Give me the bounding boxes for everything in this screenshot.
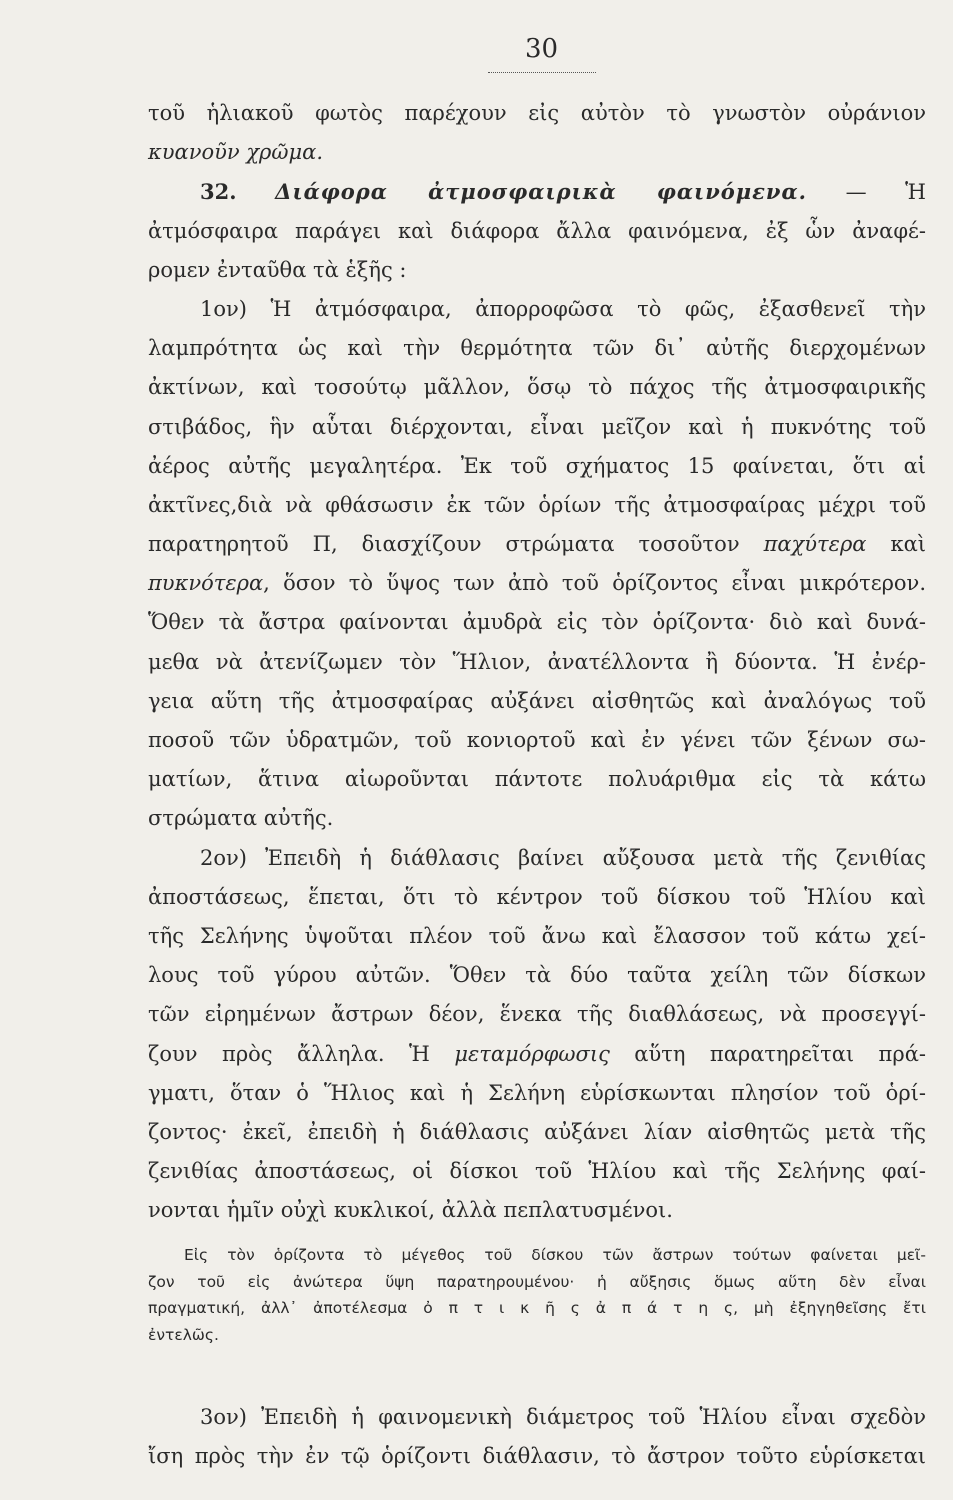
- italic-word: πυκνότερα: [148, 571, 264, 596]
- text-line: γματι, ὅταν ὁ Ἥλιος καὶ ἡ Σελήνη εὑρίσκωνται πλησίον τοῦ ὁρί-: [148, 1080, 926, 1105]
- text-line: ζενιθίας ἀποστάσεως, οἱ δίσκοι τοῦ Ἡλίου καὶ τῆς Σελήνης φαί-: [148, 1159, 926, 1184]
- text-line: τῆς Σελήνης ὑψοῦται πλέον τοῦ ἄνω καὶ ἔλασσον τοῦ κάτω χεί-: [148, 923, 926, 948]
- text-line: ματίων, ἅτινα αἰωροῦνται πάντοτε πολυάριθμα εἰς τὰ κάτω: [148, 767, 926, 792]
- text-segment: καὶ: [866, 532, 926, 557]
- text-line: ἀκτίνων, καὶ τοσούτῳ μᾶλλον, ὅσῳ τὸ πάχος τῆς ἀτμοσφαιρικῆς: [148, 375, 926, 400]
- section-heading-rest: — Ἡ: [806, 180, 927, 205]
- text-line: ρομεν ἐνταῦθα τὰ ἑξῆς :: [148, 257, 407, 282]
- text-line: λους τοῦ γύρου αὐτῶν. Ὅθεν τὰ δύο ταῦτα χείλη τῶν δίσκων: [148, 963, 926, 988]
- text-line: τῶν εἰρημένων ἄστρων δέον, ἕνεκα τῆς διαθλάσεως, νὰ προσεγγί-: [148, 1002, 926, 1027]
- footnote-line: ἐντελῶς.: [148, 1325, 219, 1344]
- text-segment: αὕτη παρατηρεῖται πρά-: [609, 1041, 926, 1066]
- text-line: στρώματα αὐτῆς.: [148, 806, 334, 831]
- text-line: λαμπρότητα ὡς καὶ τὴν θερμότητα τῶν δι᾿ αὐτῆς διερχομένων: [148, 336, 926, 361]
- main-text-continued: [148, 1398, 926, 1476]
- text-line: ἀποστάσεως, ἕπεται, ὅτι τὸ κέντρον τοῦ δίσκου τοῦ Ἡλίου καὶ: [148, 884, 926, 909]
- footnote-line: πραγματική, ἀλλ᾿ ἀποτέλεσμα ὀ π τ ι κ ῆ ς ἀ π ά τ η ς, μὴ ἐξηγηθεῖσης ἔτι: [148, 1299, 926, 1318]
- text-line: ἀκτῖνες,διὰ νὰ φθάσωσιν ἐκ τῶν ὁρίων τῆς ἀτμοσφαίρας μέχρι τοῦ: [148, 492, 926, 517]
- italic-word: μεταμόρφωσις: [454, 1041, 610, 1066]
- text-line: τοῦ ἡλιακοῦ φωτὸς παρέχουν εἰς αὐτὸν τὸ γνωστὸν οὐράνιον: [148, 101, 926, 125]
- section-title: Διάφορα ἀτμοσφαιρικὰ φαινόμενα.: [275, 179, 807, 205]
- text-line: 2ον) Ἐπειδὴ ἡ διάθλασις βαίνει αὔξουσα μετὰ τῆς ζενιθίας: [200, 845, 926, 870]
- footnote: [148, 1242, 926, 1348]
- section-heading: [148, 172, 926, 211]
- text-line: στιβάδος, ἣν αὗται διέρχονται, εἶναι μεῖζον καὶ ἡ πυκνότης τοῦ: [148, 414, 926, 439]
- italic-word: παχύτερα: [763, 532, 867, 557]
- text-segment: ζουν πρὸς ἄλληλα. Ἡ: [148, 1041, 455, 1066]
- section-number: 32.: [200, 179, 237, 205]
- footnote-line: Εἰς τὸν ὁρίζοντα τὸ μέγεθος τοῦ δίσκου τῶν ἄστρων τούτων φαίνεται μεῖ-: [184, 1246, 926, 1264]
- text-line: μεθα νὰ ἀτενίζωμεν τὸν Ἥλιον, ἀνατέλλοντα ἢ δύοντα. Ἡ ἐνέρ-: [148, 649, 926, 674]
- text-segment: παρατηρητοῦ Π, διασχίζουν στρώματα τοσοῦτον: [148, 532, 764, 557]
- text-line: 3ον) Ἐπειδὴ ἡ φαινομενικὴ διάμετρος τοῦ Ἡλίου εἶναι σχεδὸν: [200, 1405, 926, 1429]
- text-line: γεια αὕτη τῆς ἀτμοσφαίρας αὐξάνει αἰσθητῶς καὶ ἀναλόγως τοῦ: [148, 688, 926, 713]
- text-line: 1ον) Ἡ ἀτμόσφαιρα, ἀπορροφῶσα τὸ φῶς, ἐξασθενεῖ τὴν: [200, 296, 926, 321]
- text-line: Ὅθεν τὰ ἄστρα φαίνονται ἀμυδρὰ εἰς τὸν ὁρίζοντα· διὸ καὶ δυνά-: [148, 610, 926, 635]
- text-line: ἴση πρὸς τὴν ἐν τῷ ὁρίζοντι διάθλασιν, τὸ ἄστρον τοῦτο εὑρίσκεται: [148, 1444, 926, 1469]
- text-line: νονται ἡμῖν οὐχὶ κυκλικοί, ἀλλὰ πεπλατυσμένοι.: [148, 1198, 673, 1223]
- text-line: ἀτμόσφαιρα παράγει καὶ διάφορα ἄλλα φαινόμενα, ἐξ ὧν ἀναφέ-: [148, 218, 926, 243]
- text-line: [148, 525, 926, 564]
- page-number: 30: [524, 34, 559, 64]
- text-line: ἀέρος αὐτῆς μεγαλητέρα. Ἐκ τοῦ σχήματος 15 φαίνεται, ὅτι αἱ: [148, 453, 926, 478]
- text-line: ζοντος· ἐκεῖ, ἐπειδὴ ἡ διάθλασις αὐξάνει λίαν αἰσθητῶς μετὰ τῆς: [148, 1119, 926, 1144]
- text-line: ποσοῦ τῶν ὑδρατμῶν, τοῦ κονιορτοῦ καὶ ἐν γένει τῶν ξένων σω-: [148, 728, 926, 752]
- main-text: [148, 94, 926, 1230]
- page-number-rule: [488, 72, 596, 73]
- text-line: [148, 564, 926, 603]
- text-line: [148, 1035, 926, 1074]
- text-line: κυανοῦν χρῶμα.: [148, 140, 324, 165]
- footnote-line: ζον τοῦ εἰς ἀνώτερα ὕψη παρατηρουμένου· ἡ αὔξησις ὅμως αὕτη δὲν εἶναι: [148, 1272, 926, 1291]
- text-segment: , ὅσον τὸ ὕψος των ἀπὸ τοῦ ὁρίζοντος εἶναι μικρότερον.: [263, 571, 926, 596]
